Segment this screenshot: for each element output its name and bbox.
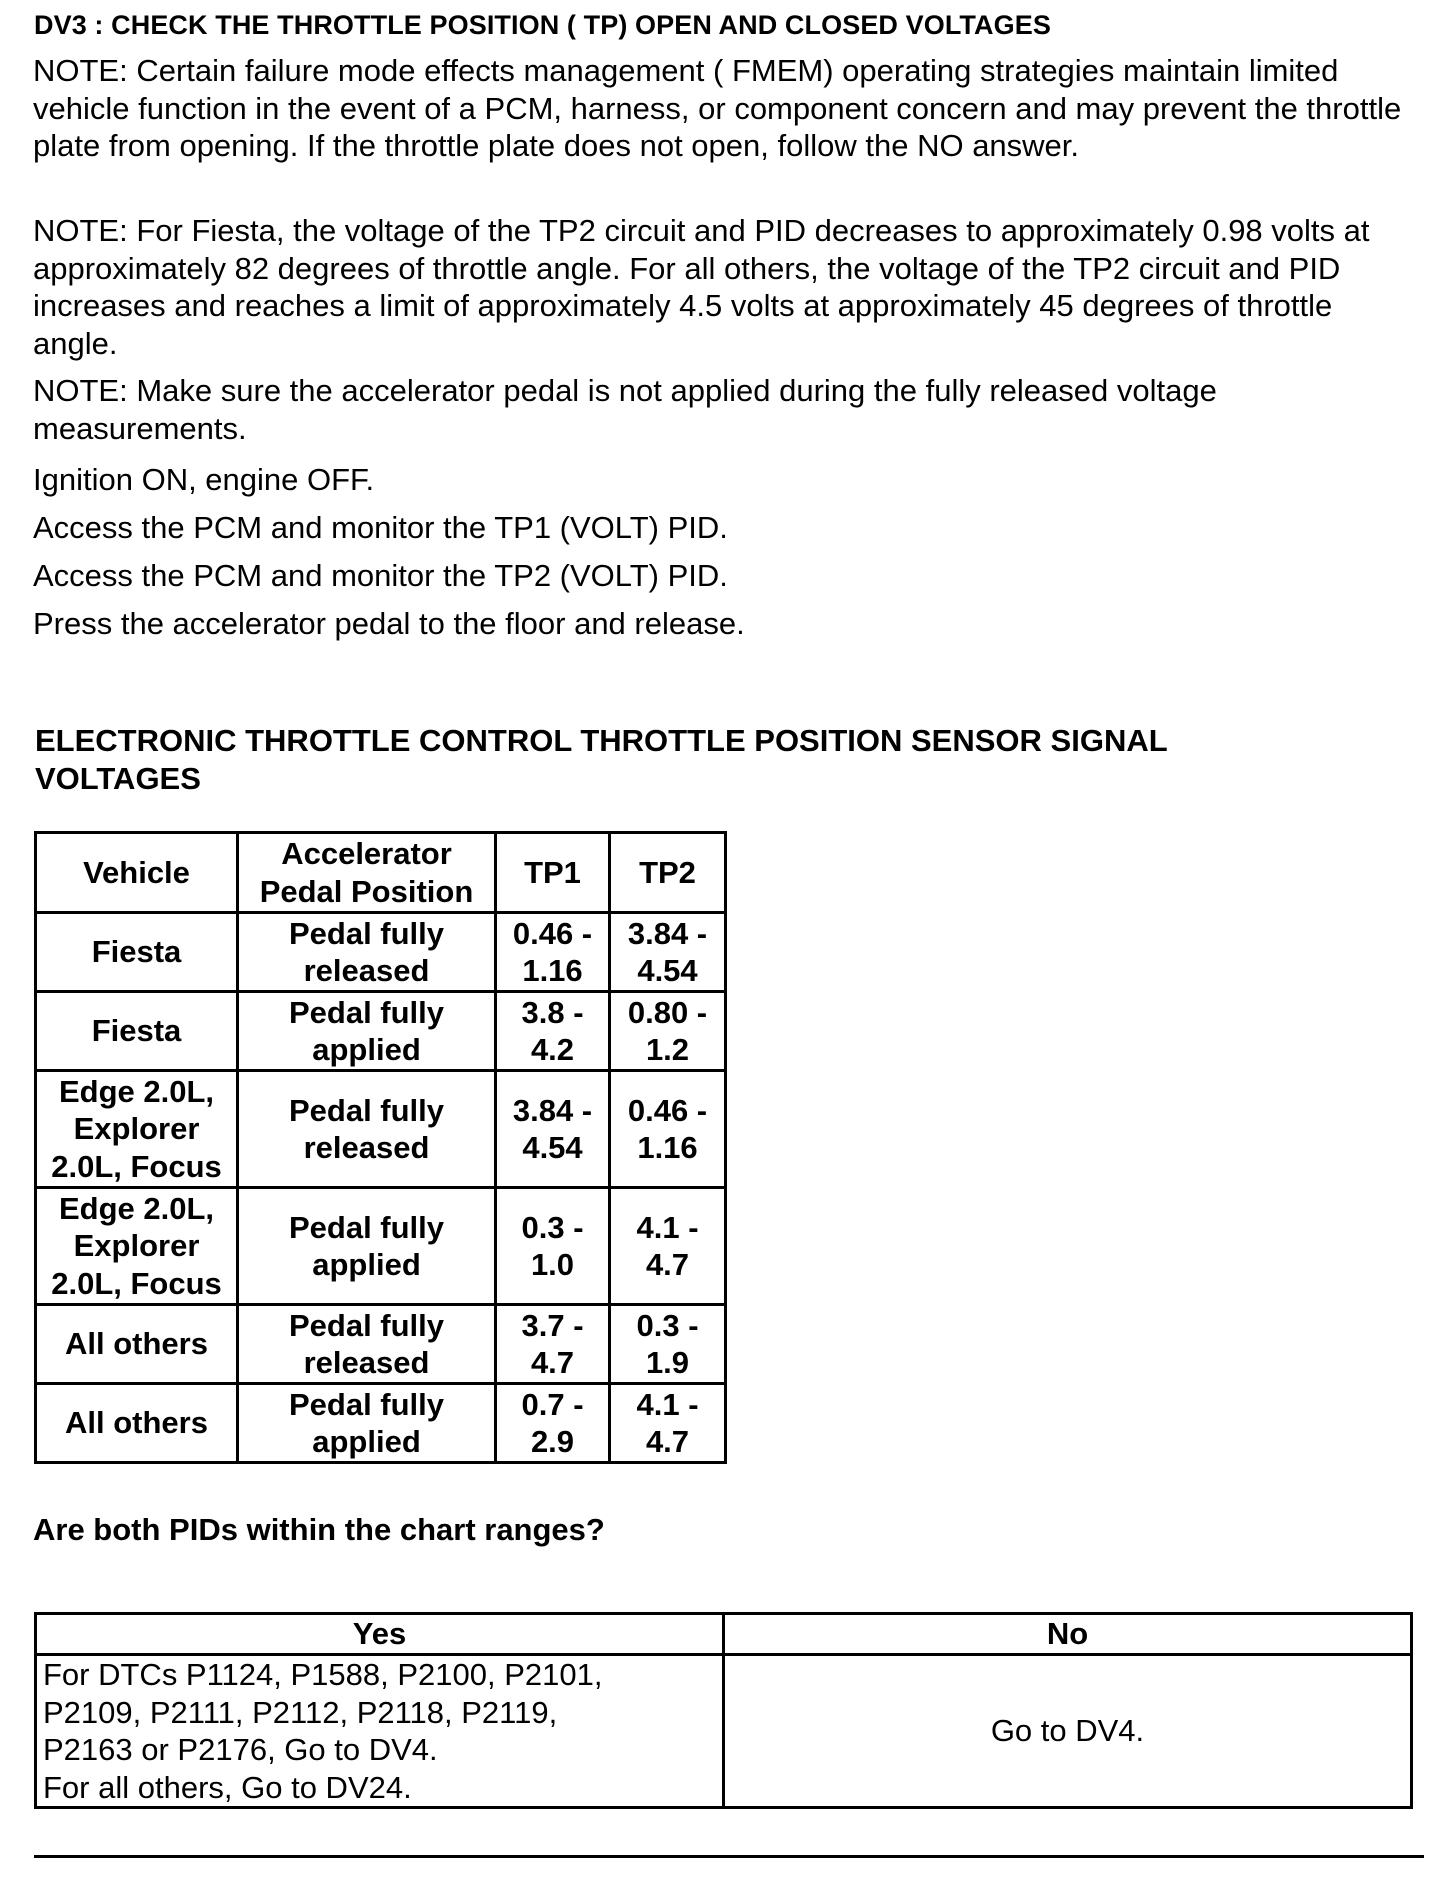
cell-tp1: 3.8 - 4.2 <box>496 992 610 1071</box>
table-title: ELECTRONIC THROTTLE CONTROL THROTTLE POSITION SENSOR SIGNAL VOLTAGES <box>35 723 1168 796</box>
cell-vehicle: Edge 2.0L, Explorer 2.0L, Focus <box>36 1188 238 1305</box>
question-text: Are both PIDs within the chart ranges? <box>33 1512 605 1547</box>
cell-tp2: 4.1 - 4.7 <box>610 1384 726 1463</box>
cell-tp2: 3.84 - 4.54 <box>610 913 726 992</box>
cell-pedal-position: Pedal fully applied <box>238 992 496 1071</box>
table-row <box>36 992 726 1071</box>
step-title: DV3 : CHECK THE THROTTLE POSITION ( TP) OPEN AND CLOSED VOLTAGES <box>34 10 1051 40</box>
voltage-table <box>34 831 727 1464</box>
cell-pedal-position: Pedal fully released <box>238 1305 496 1384</box>
table-row <box>36 1188 726 1305</box>
header-vehicle: Vehicle <box>36 833 238 913</box>
cell-vehicle: Edge 2.0L, Explorer 2.0L, Focus <box>36 1071 238 1188</box>
header-tp2: TP2 <box>610 833 726 913</box>
table-row <box>36 1305 726 1384</box>
table-row <box>36 1384 726 1463</box>
note-pedal-released: NOTE: Make sure the accelerator pedal is not applied during the fully released voltage measurements. <box>33 373 1217 446</box>
instruction-ignition: Ignition ON, engine OFF. <box>33 462 375 497</box>
cell-pedal-position: Pedal fully released <box>238 913 496 992</box>
cell-tp1: 0.7 - 2.9 <box>496 1384 610 1463</box>
instruction-monitor-tp2: Access the PCM and monitor the TP2 (VOLT) PID. <box>33 558 728 593</box>
table-row <box>36 913 726 992</box>
yes-header: Yes <box>36 1614 724 1655</box>
header-pedal-position: Accelerator Pedal Position <box>238 833 496 913</box>
no-answer: Go to DV4. <box>724 1655 1412 1808</box>
cell-vehicle: All others <box>36 1384 238 1463</box>
cell-tp2: 4.1 - 4.7 <box>610 1188 726 1305</box>
cell-tp2: 0.3 - 1.9 <box>610 1305 726 1384</box>
cell-pedal-position: Pedal fully applied <box>238 1384 496 1463</box>
header-tp1: TP1 <box>496 833 610 913</box>
cell-pedal-position: Pedal fully applied <box>238 1188 496 1305</box>
cell-vehicle: Fiesta <box>36 913 238 992</box>
yes-line: For DTCs P1124, P1588, P2100, P2101, <box>43 1657 603 1692</box>
cell-tp2: 0.46 - 1.16 <box>610 1071 726 1188</box>
cell-tp1: 3.7 - 4.7 <box>496 1305 610 1384</box>
cell-vehicle: All others <box>36 1305 238 1384</box>
yes-answer <box>36 1655 724 1808</box>
instruction-monitor-tp1: Access the PCM and monitor the TP1 (VOLT) PID. <box>33 510 728 545</box>
note-fmem: NOTE: Certain failure mode effects management ( FMEM) operating strategies maintain limited vehicle function in the event of a PCM, harness, or component concern and may prevent the throttle plate from opening. If the throttle plate does not open, follow the NO answer. <box>33 53 1402 163</box>
table-row <box>36 1071 726 1188</box>
yes-line: For all others, Go to DV24. <box>43 1769 412 1805</box>
cell-tp1: 0.46 - 1.16 <box>496 913 610 992</box>
cell-vehicle: Fiesta <box>36 992 238 1071</box>
yes-line: P2109, P2111, P2112, P2118, P2119, <box>43 1694 558 1730</box>
bottom-divider <box>34 1855 1424 1858</box>
cell-tp1: 0.3 - 1.0 <box>496 1188 610 1305</box>
table-header-row <box>36 833 726 913</box>
no-header: No <box>724 1614 1412 1655</box>
instruction-press-pedal: Press the accelerator pedal to the floor and release. <box>33 606 745 641</box>
yes-line: P2163 or P2176, Go to DV4. <box>43 1732 438 1767</box>
cell-tp2: 0.80 - 1.2 <box>610 992 726 1071</box>
cell-pedal-position: Pedal fully released <box>238 1071 496 1188</box>
cell-tp1: 3.84 - 4.54 <box>496 1071 610 1188</box>
note-tp2-voltage: NOTE: For Fiesta, the voltage of the TP2 circuit and PID decreases to approximately 0.98 volts at approximately 82 degrees of throttle angle. For all others, the voltage of the TP2 circuit and PID increases and reaches a limit of approximately 4.5 volts at approximately 45 degrees of throttle angle. <box>33 213 1370 361</box>
answer-table <box>34 1612 1413 1809</box>
